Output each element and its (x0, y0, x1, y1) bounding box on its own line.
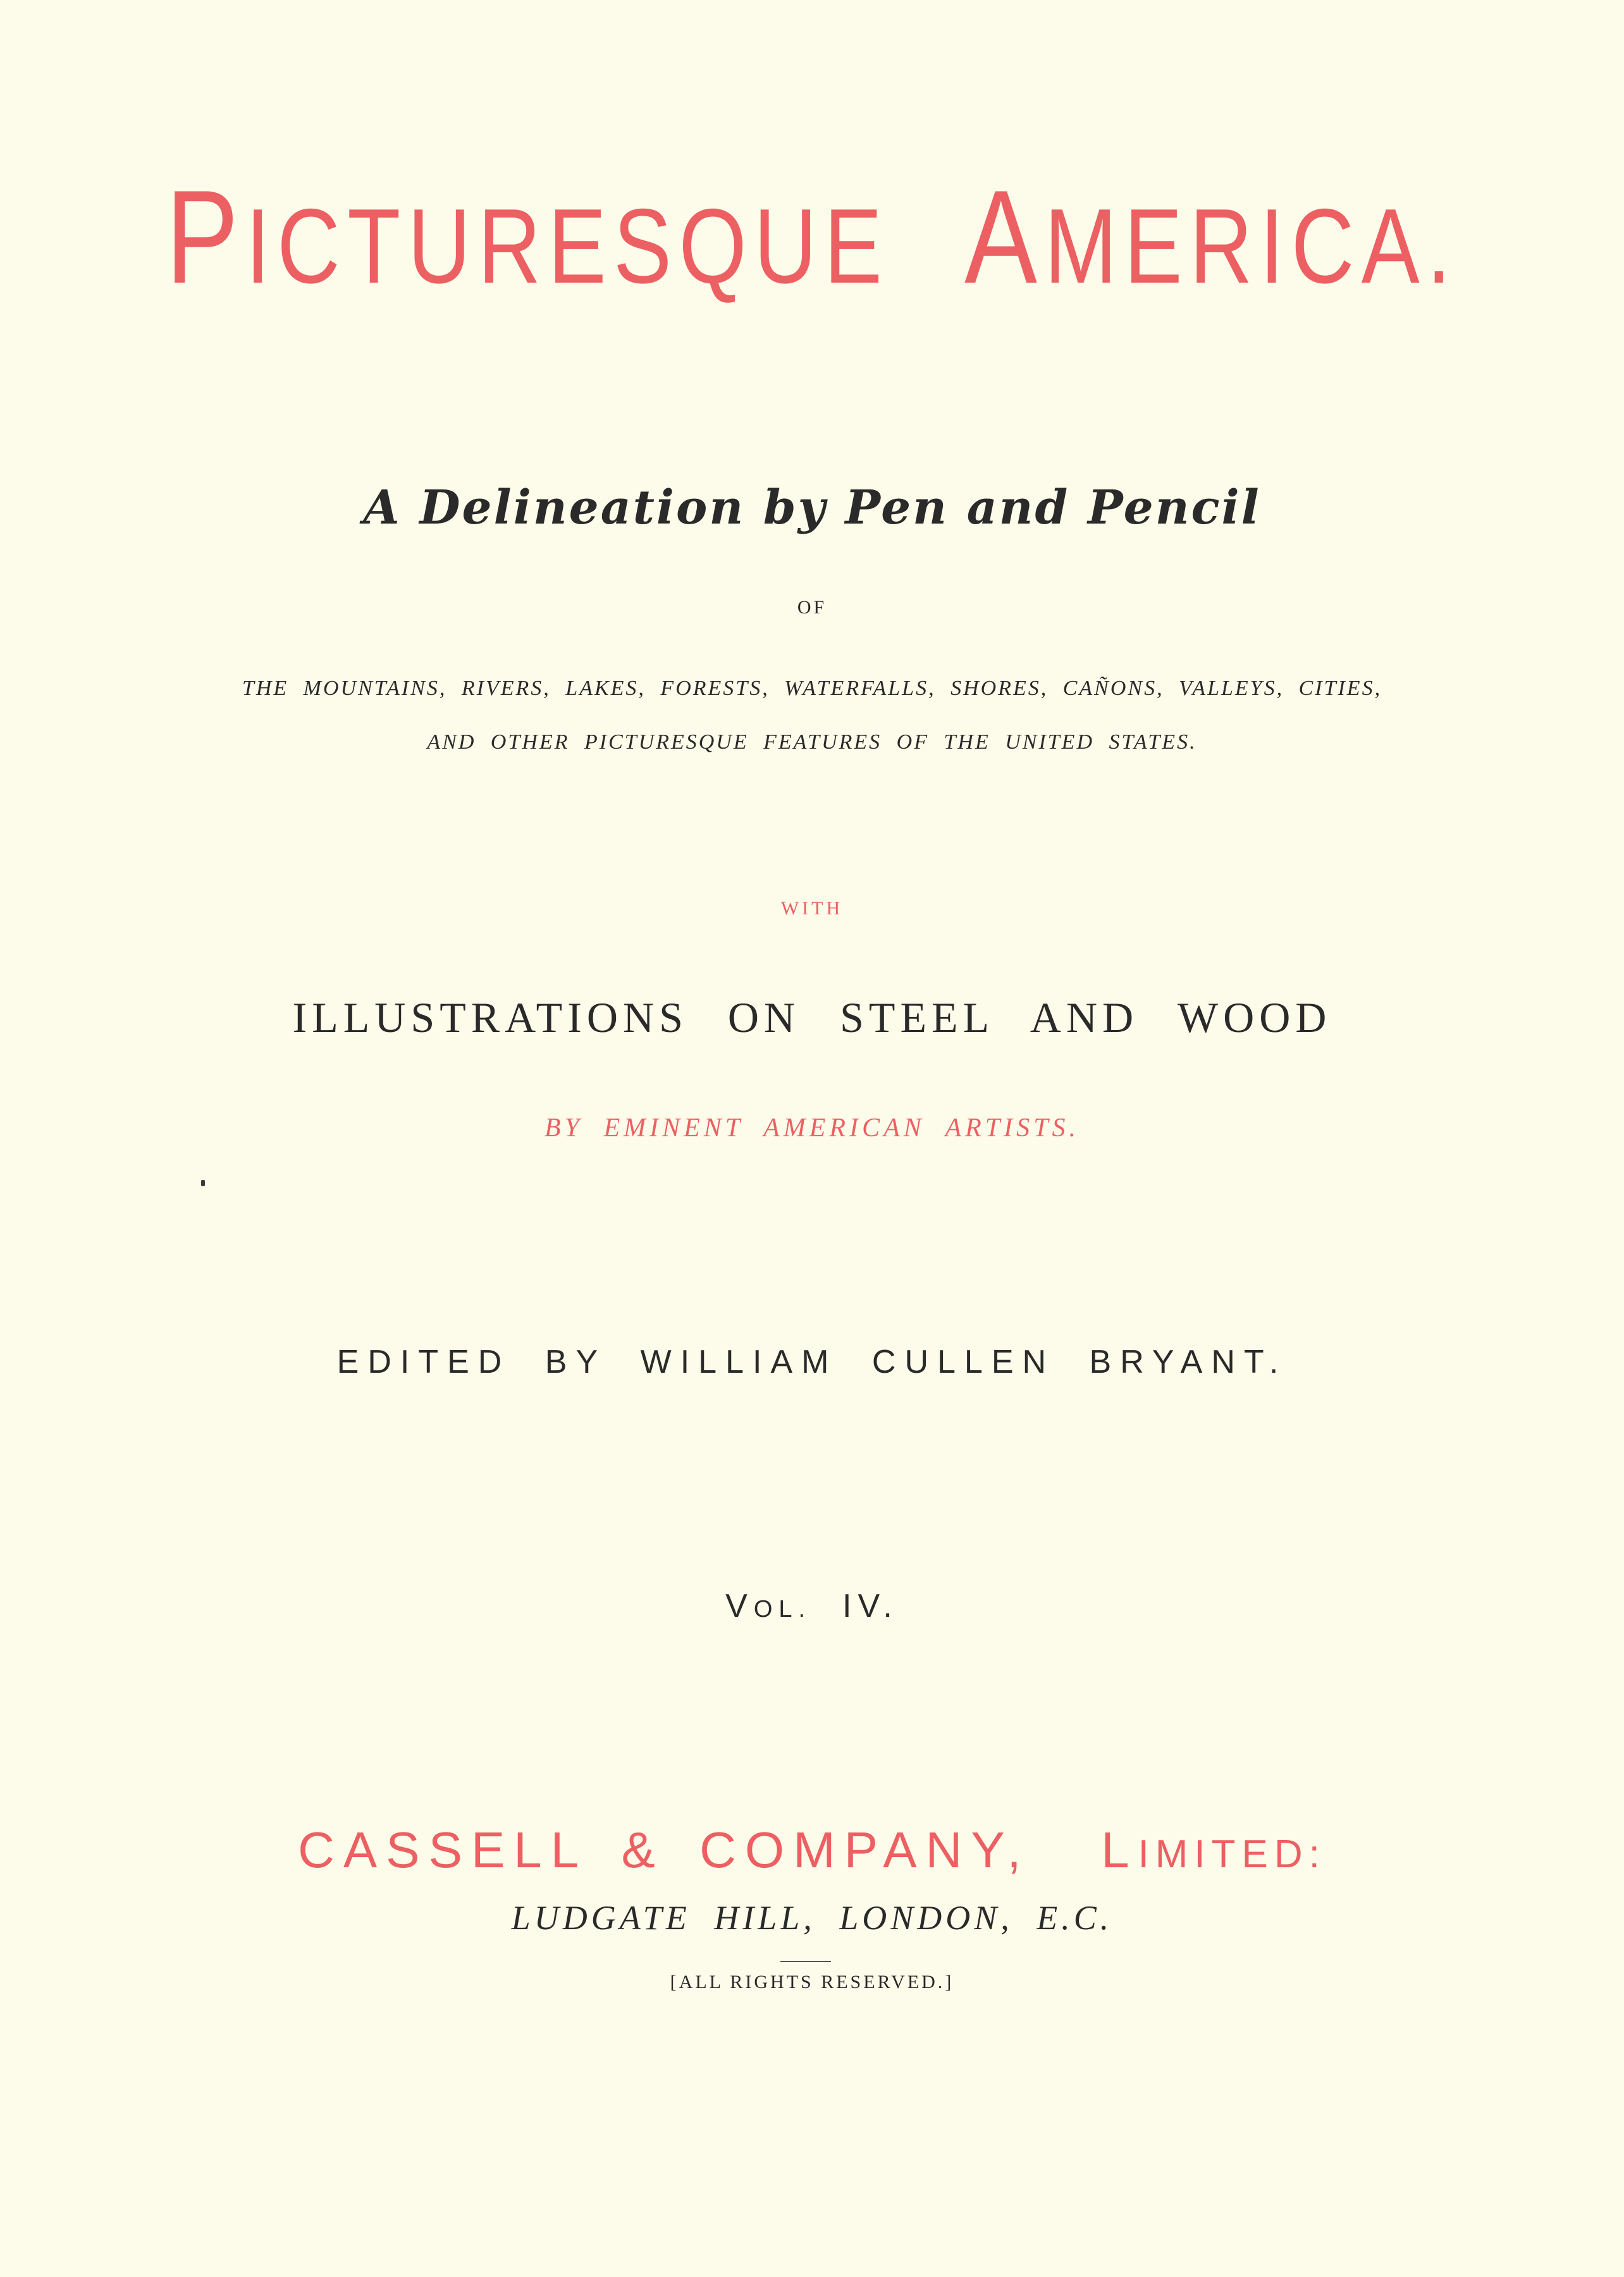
volume-number: IV. (842, 1588, 899, 1624)
volume-initial: V (725, 1588, 754, 1624)
publisher-limited-initial: L (1101, 1822, 1138, 1878)
features-line-2: AND OTHER PICTURESQUE FEATURES OF THE UNITED STATES. (427, 730, 1197, 754)
publisher-limited-rest: IMITED: (1138, 1832, 1326, 1876)
ink-speck (201, 1180, 205, 1186)
with-label: WITH (780, 898, 844, 919)
rights-notice: [ALL RIGHTS RESERVED.] (670, 1972, 954, 1992)
publisher-line (0, 1821, 1624, 1879)
publisher-name: CASSELL & COMPANY, (298, 1822, 1030, 1878)
book-title (146, 163, 1478, 311)
divider-rule (780, 1961, 831, 1962)
title-initial-p: P (166, 163, 246, 311)
volume-label (0, 1587, 1624, 1625)
title-rest-picturesque: ICTURESQUE (245, 187, 890, 305)
artists-line: BY EMINENT AMERICAN ARTISTS. (544, 1114, 1080, 1143)
title-rest-america: MERICA. (1044, 187, 1458, 305)
editor-line: EDITED BY WILLIAM CULLEN BRYANT. (336, 1344, 1288, 1380)
title-initial-a: A (964, 163, 1045, 311)
subtitle-blackletter: A Delineation by Pen and Pencil (363, 481, 1261, 535)
publisher-address: LUDGATE HILL, LONDON, E.C. (511, 1899, 1113, 1937)
features-line-1: THE MOUNTAINS, RIVERS, LAKES, FORESTS, WATERFALLS, SHORES, CAÑONS, VALLEYS, CITIES, (242, 677, 1382, 700)
volume-rest: OL. (753, 1596, 812, 1623)
of-label: OF (797, 597, 827, 618)
illustrations-heading: ILLUSTRATIONS ON STEEL AND WOOD (292, 993, 1332, 1041)
